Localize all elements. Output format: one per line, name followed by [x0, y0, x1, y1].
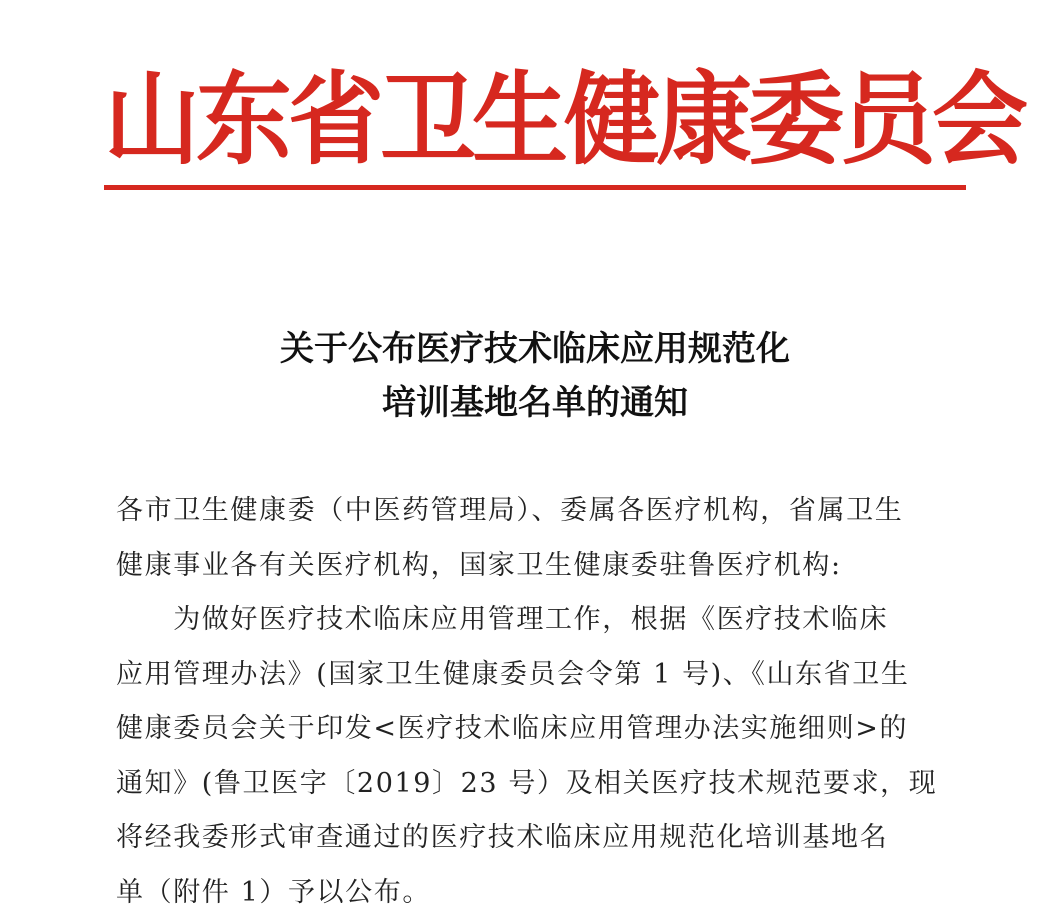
body-line-recipients: 健康事业各有关医疗机构，国家卫生健康委驻鲁医疗机构: — [116, 539, 956, 594]
body-line-paragraph: 健康委员会关于印发<医疗技术临床应用管理办法实施细则>的 — [116, 702, 956, 757]
document-title — [104, 322, 966, 430]
title-line: 培训基地名单的通知 — [104, 376, 966, 430]
document-body — [116, 484, 956, 920]
body-line-recipients: 各市卫生健康委（中医药管理局）、委属各医疗机构，省属卫生 — [116, 484, 956, 539]
body-line-paragraph: 通知》(鲁卫医字〔2019〕23 号）及相关医疗技术规范要求，现 — [116, 757, 956, 812]
body-line-paragraph: 单（附件 1）予以公布。 — [116, 866, 956, 920]
body-line-paragraph: 为做好医疗技术临床应用管理工作，根据《医疗技术临床 — [116, 593, 956, 648]
title-line: 关于公布医疗技术临床应用规范化 — [104, 322, 966, 376]
body-line-paragraph: 应用管理办法》(国家卫生健康委员会令第 1 号)、《山东省卫生 — [116, 648, 956, 703]
letterhead-red-rule — [104, 185, 966, 190]
organization-letterhead: 山东省卫生健康委员会 — [104, 62, 966, 178]
body-line-paragraph: 将经我委形式审查通过的医疗技术临床应用规范化培训基地名 — [116, 811, 956, 866]
